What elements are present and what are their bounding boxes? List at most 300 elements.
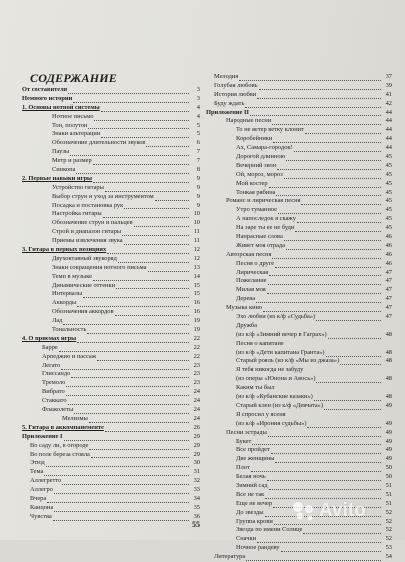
toc-entry-title: Стаккато: [42, 397, 67, 405]
toc-entry: [22, 166, 200, 175]
toc-entry-page: 4: [196, 103, 200, 111]
dot-leader: [281, 545, 381, 552]
toc-entry-title: Барре: [42, 343, 58, 351]
toc-entry-title: 4. О приемах игры: [22, 334, 77, 342]
toc-entry-page: 48: [385, 348, 392, 356]
dot-leader: [285, 342, 381, 348]
toc-entry-page: 9: [196, 174, 200, 182]
toc-entry: [22, 104, 200, 113]
toc-entry: [206, 100, 392, 109]
dot-leader: [47, 496, 189, 503]
dot-leader: [89, 443, 189, 450]
toc-entry-page: 49: [385, 446, 392, 454]
toc-entry-title: Звезда по имени Солнце: [236, 526, 303, 534]
toc-entry-title: Песня о капитане: [236, 339, 284, 347]
toc-entry: [22, 95, 200, 104]
toc-entry-page: 13: [193, 263, 200, 271]
dot-leader: [71, 371, 189, 378]
toc-entry: [22, 139, 200, 148]
toc-entry: [206, 91, 392, 100]
toc-entry: [206, 277, 392, 286]
toc-entry-page: 5: [196, 121, 200, 129]
toc-entry-page: 3: [196, 94, 200, 102]
dot-leader: [301, 198, 381, 205]
toc-entry-title: Литература: [214, 553, 246, 561]
toc-entry-page: 29: [193, 432, 200, 440]
toc-entry: [206, 455, 392, 464]
toc-entry: [22, 326, 200, 335]
dot-leader: [74, 407, 189, 414]
toc-entry-page: 45: [385, 188, 392, 196]
toc-entry-page: 49: [385, 419, 392, 427]
toc-entry: [206, 126, 392, 135]
toc-entry: [206, 491, 392, 500]
toc-entry-title: Ночное рандеву: [236, 544, 280, 552]
toc-entry-title: (из к/ф «Кубанские казаки»): [236, 393, 313, 401]
toc-entry-page: 22: [193, 343, 200, 351]
toc-entry-title: Арпеджио и пассаж: [42, 352, 97, 360]
dot-leader: [246, 554, 381, 561]
toc-entry: [206, 526, 392, 535]
toc-entry-title: Белая ночь: [236, 473, 266, 481]
toc-entry-page: 11: [193, 237, 200, 245]
toc-entry-title: Двухоктавный звукоряд: [52, 254, 117, 262]
toc-entry-page: 9: [196, 201, 200, 209]
toc-entry-title: Эхо любви (из к/ф «Судьба»): [236, 313, 316, 321]
dot-leader: [275, 261, 381, 268]
toc-entry-page: 45: [385, 153, 392, 160]
dot-leader: [257, 92, 381, 99]
toc-entry: [206, 153, 392, 162]
toc-entry: [206, 197, 392, 206]
toc-entry-title: (из к/ф «Дети капитана Гранта»): [236, 348, 325, 356]
toc-entry: [22, 184, 200, 193]
toc-entry: [22, 264, 200, 273]
dot-leader: [146, 140, 189, 147]
dot-leader: [105, 425, 189, 432]
toc-entry: [22, 157, 200, 166]
toc-entry: [206, 349, 392, 358]
dot-leader: [269, 483, 381, 490]
toc-entry-page: 37: [385, 72, 392, 80]
toc-entry-page: 11: [193, 228, 200, 236]
dot-leader: [284, 172, 381, 179]
toc-entry: [206, 269, 392, 278]
watermark-text: Avito: [319, 500, 366, 521]
toc-entry-page: 47: [385, 295, 392, 303]
toc-entry-page: 14: [193, 272, 200, 280]
toc-entry: [22, 468, 200, 477]
toc-entry: [206, 215, 392, 224]
dot-leader: [103, 211, 189, 218]
dot-leader: [316, 314, 381, 321]
dot-leader: [259, 83, 381, 90]
toc-entry: [22, 273, 200, 282]
toc-entry: [206, 375, 392, 384]
toc-entry: [206, 340, 392, 349]
dot-leader: [269, 269, 381, 276]
toc-entry: [22, 433, 200, 442]
dot-leader: [256, 296, 381, 303]
toc-entry: [22, 379, 200, 388]
toc-entry-page: 16: [193, 299, 200, 307]
toc-entry-title: Дорогой длинною: [236, 153, 286, 160]
toc-entry-title: Вечерний звон: [236, 161, 277, 169]
toc-entry-title: 5. Гитара в аккомпанементе: [22, 423, 104, 431]
toc-entry: [206, 464, 392, 473]
toc-entry-page: 46: [385, 259, 392, 267]
toc-entry-title: Тон, полутон: [52, 121, 88, 129]
toc-entry-title: (из к/ф «Зимний вечер в Гаграх»): [236, 330, 327, 338]
toc-entry-title: Приложение I: [22, 432, 63, 440]
toc-entry-page: 49: [385, 437, 392, 445]
toc-entry-page: 12: [193, 254, 200, 262]
contents-heading: СОДЕРЖАНИЕ: [30, 71, 117, 85]
toc-entry: [22, 122, 200, 131]
dot-leader: [258, 324, 381, 330]
toc-entry-page: 44: [385, 117, 392, 125]
toc-entry-title: Еще не вечер: [236, 499, 273, 507]
toc-entry: [206, 544, 392, 553]
toc-entry-title: 1. Основы нотной системы: [22, 103, 100, 111]
toc-entry: [22, 388, 200, 397]
toc-entry-title: Выбор струн и уход за инструментом: [52, 192, 154, 200]
dot-leader: [64, 434, 190, 441]
toc-entry-title: Зимний сад: [236, 481, 268, 489]
dot-leader: [268, 278, 381, 285]
toc-entry-title: (из к/ф «Ирония судьбы»): [236, 419, 307, 427]
toc-entry-title: Две женщины: [236, 455, 275, 463]
dot-leader: [54, 505, 189, 512]
toc-entry: [206, 313, 392, 322]
dot-leader: [59, 345, 189, 352]
toc-entry-title: Во поле береза стояла: [30, 450, 90, 458]
toc-entry: [22, 344, 200, 353]
toc-entry-title: Пожелание: [236, 277, 267, 285]
dot-leader: [269, 181, 381, 188]
toc-entry-title: Строй и диапазон гитары: [52, 228, 122, 236]
dot-leader: [68, 398, 189, 405]
toc-entry-title: Все пройдет: [236, 446, 270, 454]
dot-leader: [303, 527, 381, 534]
dot-leader: [77, 336, 189, 343]
toc-entry: [206, 438, 392, 447]
toc-entry-page: 44: [385, 108, 392, 116]
toc-entry-page: 52: [385, 508, 392, 516]
toc-entry-title: Чувства: [30, 512, 52, 520]
toc-entry-page: 5: [196, 130, 200, 138]
toc-entry-title: Я тебя никогда не забуду: [236, 366, 304, 374]
toc-entry: [206, 473, 392, 482]
toc-entry: [22, 113, 200, 122]
toc-entry: [22, 237, 200, 246]
toc-entry: [22, 442, 200, 451]
toc-entry-page: 10: [193, 210, 200, 218]
toc-entry-title: Все не так: [236, 490, 265, 498]
toc-entry: [22, 130, 200, 139]
dot-leader: [105, 185, 189, 192]
toc-entry: [206, 295, 392, 304]
toc-entry-title: Паузы: [52, 148, 70, 156]
toc-entry-page: 47: [385, 304, 392, 312]
dot-leader: [276, 189, 381, 196]
dot-leader: [73, 96, 189, 103]
toc-entry: [22, 210, 200, 219]
dot-leader: [265, 492, 381, 499]
toc-entry: [22, 202, 200, 211]
toc-entry: [206, 251, 392, 260]
dot-leader: [91, 451, 189, 458]
dot-leader: [272, 252, 381, 259]
dot-leader: [251, 465, 381, 472]
toc-entry-page: 6: [196, 139, 200, 147]
toc-entry-title: Лад: [52, 317, 63, 325]
toc-entry-page: 24: [193, 406, 200, 414]
dot-leader: [304, 368, 381, 374]
toc-entry: [22, 299, 200, 308]
dot-leader: [101, 105, 189, 112]
toc-entry-page: 42: [385, 99, 392, 107]
dot-leader: [87, 327, 189, 334]
dot-leader: [63, 318, 189, 325]
dot-leader: [294, 145, 381, 152]
toc-entry-title: Аллегро: [30, 486, 53, 494]
toc-entry-page: 29: [193, 450, 200, 458]
toc-entry-page: 24: [193, 414, 200, 422]
toc-entry-page: 54: [385, 553, 392, 561]
toc-entry-page: 23: [193, 370, 200, 378]
toc-entry-title: Посадка и постановка рук: [52, 201, 124, 209]
dot-leader: [61, 363, 189, 370]
toc-entry-title: На заре ты ее не буди: [236, 224, 295, 232]
toc-entry-title: Каким ты был: [236, 384, 275, 392]
dot-leader: [267, 474, 381, 481]
toc-entry-title: Интервалы: [52, 290, 83, 298]
toc-entry-title: Легато: [42, 361, 61, 369]
toc-entry-title: Флажолеты: [42, 406, 74, 414]
toc-entry-page: 30: [193, 459, 200, 467]
dot-leader: [68, 87, 189, 94]
toc-entry-page: 52: [385, 517, 392, 525]
toc-entry-title: Приложение II: [206, 108, 249, 116]
toc-entry-page: 39: [385, 81, 392, 89]
toc-entry-title: Знаки сокращения нотного письма: [52, 263, 147, 271]
dot-leader: [122, 229, 189, 236]
toc-entry-page: 19: [193, 326, 200, 334]
dot-leader: [155, 194, 189, 201]
toc-entry-page: 49: [385, 455, 392, 463]
toc-entry-title: Песня о друге: [236, 259, 275, 267]
toc-entry-page: 45: [385, 197, 392, 205]
toc-entry-page: 46: [385, 233, 392, 241]
toc-entry-page: 46: [385, 241, 392, 249]
toc-entry-page: 9: [196, 183, 200, 191]
dot-leader: [297, 216, 381, 223]
toc-entry-title: Обозначение длительности звуков: [52, 139, 146, 147]
dot-leader: [88, 122, 189, 129]
toc-entry-title: Ой, мороз, мороз: [236, 170, 283, 178]
toc-entry: [22, 255, 200, 264]
toc-entry-page: 51: [385, 481, 392, 489]
toc-entry-page: 47: [385, 277, 392, 285]
toc-entry-page: 47: [385, 286, 392, 294]
toc-entry: [22, 459, 200, 468]
dot-leader: [134, 220, 189, 227]
toc-entry: [206, 482, 392, 491]
toc-entry-title: Мелизмы: [62, 414, 88, 422]
dot-leader: [314, 394, 381, 401]
toc-entry-title: 3. Гитара в первых позициях: [22, 246, 107, 254]
toc-entry-title: Коробейники: [236, 135, 273, 143]
dot-leader: [250, 109, 381, 116]
toc-entry-title: Голубая любовь: [214, 81, 258, 89]
dot-leader: [287, 413, 381, 419]
toc-entry-page: 51: [385, 499, 392, 507]
toc-entry-title: Дерева: [236, 295, 256, 303]
toc-entry: [22, 282, 200, 291]
toc-entry: [22, 504, 200, 513]
toc-entry: [22, 362, 200, 371]
toc-entry-title: Канцона: [30, 503, 54, 511]
toc-entry-page: 8: [196, 166, 200, 173]
toc-entry-title: Нотное письмо: [52, 112, 94, 120]
toc-entry-page: 29: [193, 441, 200, 449]
dot-leader: [54, 487, 189, 494]
toc-entry-page: 45: [385, 206, 392, 214]
toc-entry-page: 3: [196, 85, 200, 93]
dot-leader: [101, 131, 189, 138]
toc-entry-page: 52: [385, 535, 392, 543]
toc-entry-page: 41: [385, 90, 392, 98]
toc-entry-title: 2. Первые навыки игры: [22, 174, 93, 182]
toc-entry-page: 45: [385, 224, 392, 232]
dot-leader: [275, 456, 381, 463]
toc-entry-page: 44: [385, 126, 392, 134]
toc-entry: [206, 109, 392, 118]
toc-entry-title: Тонкая рябина: [236, 188, 276, 196]
dot-leader: [295, 225, 381, 232]
toc-entry: [22, 228, 200, 237]
toc-entry-title: Плот: [236, 464, 250, 472]
dot-leader: [252, 438, 381, 445]
toc-entry: [206, 411, 392, 420]
dot-leader: [93, 158, 189, 165]
dot-leader: [118, 256, 189, 263]
toc-entry-page: 31: [193, 468, 200, 476]
dot-leader: [44, 469, 189, 476]
toc-entry: [22, 415, 200, 424]
toc-entry-title: Народные песни: [226, 117, 272, 125]
toc-entry: [22, 495, 200, 504]
toc-entry: [22, 424, 200, 433]
toc-entry: [206, 331, 392, 340]
dot-leader: [328, 332, 381, 339]
dot-leader: [273, 136, 381, 143]
toc-entry: [22, 193, 200, 202]
toc-entry-page: 51: [385, 490, 392, 498]
toc-entry-title: Динамические оттенки: [52, 281, 115, 289]
toc-entry-title: Обозначение струн и пальцев: [52, 219, 133, 227]
toc-entry: [206, 393, 392, 402]
toc-entry-page: 49: [385, 428, 392, 436]
toc-left-column: [22, 86, 200, 522]
toc-entry-page: 23: [193, 361, 200, 369]
toc-entry-title: Сначки: [236, 535, 257, 543]
toc-entry-title: Буду ждать: [214, 99, 245, 107]
avito-logo-icon: [292, 501, 316, 521]
toc-entry-page: 24: [193, 388, 200, 396]
toc-entry: [206, 366, 392, 375]
toc-entry-title: Обозначения аккордов: [52, 308, 114, 316]
toc-entry-title: То не ветер ветку клонит: [236, 126, 304, 134]
toc-entry: [206, 171, 392, 180]
dot-leader: [271, 447, 381, 454]
dot-leader: [324, 403, 381, 410]
toc-entry: [206, 358, 392, 367]
toc-entry-page: 36: [193, 512, 200, 520]
toc-entry-title: Устройство гитары: [52, 183, 104, 191]
toc-entry-title: Аллегретто: [30, 477, 62, 485]
toc-entry-page: 4: [196, 112, 200, 120]
toc-entry-page: 23: [193, 379, 200, 387]
toc-entry-title: Синкопа: [52, 166, 76, 173]
toc-entry-title: Романс и лирическая песня: [226, 197, 301, 205]
toc-entry: [206, 286, 392, 295]
toc-entry: [22, 219, 200, 228]
toc-entry-title: Старый клен (из к/ф «Девчата»): [236, 401, 323, 409]
toc-entry-title: Тема: [30, 468, 44, 476]
toc-entry: [206, 82, 392, 91]
dot-leader: [107, 247, 189, 254]
toc-entry-page: 45: [385, 161, 392, 169]
toc-entry: [22, 486, 200, 495]
toc-entry: [206, 384, 392, 393]
avito-watermark: [292, 500, 366, 522]
toc-entry: [206, 233, 392, 242]
dot-leader: [316, 376, 381, 383]
toc-entry-page: 9: [196, 192, 200, 200]
dot-leader: [305, 127, 381, 134]
toc-entry-title: Во саду ли, в огороде: [30, 441, 89, 449]
dot-leader: [66, 389, 189, 396]
toc-entry: [206, 180, 392, 189]
dot-leader: [239, 74, 381, 81]
page-number: 55: [192, 520, 200, 529]
dot-leader: [245, 101, 381, 108]
toc-entry: [22, 317, 200, 326]
toc-entry-title: Приемы извлечения звука: [52, 237, 123, 245]
toc-entry-title: Аккорды: [52, 299, 77, 307]
dot-leader: [263, 305, 381, 312]
toc-entry: [206, 322, 392, 331]
toc-entry-title: Напрасные слова: [236, 233, 283, 241]
toc-entry: [206, 162, 392, 171]
toc-entry-page: 10: [193, 219, 200, 227]
dot-leader: [124, 238, 189, 245]
toc-entry-page: 26: [193, 423, 200, 431]
toc-entry-title: До звезды: [236, 508, 264, 516]
dot-leader: [115, 309, 189, 316]
toc-entry: [206, 73, 392, 82]
toc-entry-title: Тональность: [52, 326, 87, 334]
toc-right-column: [206, 73, 392, 562]
toc-entry-title: Глиссандо: [42, 370, 71, 378]
toc-entry-page: 52: [385, 526, 392, 534]
toc-entry-title: История любви: [214, 90, 257, 98]
toc-entry-title: Дружба: [236, 321, 258, 329]
toc-entry-title: Метр и размер: [52, 157, 92, 165]
toc-entry-page: 47: [385, 313, 392, 321]
